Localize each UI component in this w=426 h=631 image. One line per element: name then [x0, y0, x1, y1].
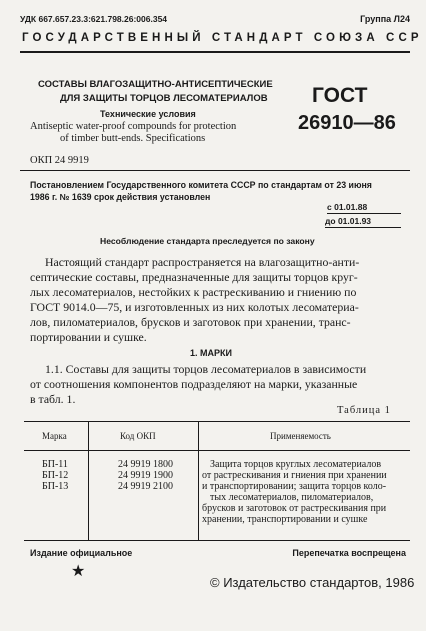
official-edition: Издание официальное [30, 548, 133, 558]
table-code-3: 24 9919 2100 [118, 481, 173, 492]
gost-number: 26910—86 [298, 112, 396, 134]
reprint-notice: Перепечатка воспрещена [292, 548, 406, 558]
table-use-line4: тых лесоматериалов, пиломатериалов, [210, 492, 374, 503]
validity-to: до 01.01.93 [325, 216, 372, 226]
table-mark-3: БП-13 [42, 481, 69, 492]
decree-line1: Постановлением Государственного комитета СССР по стандартам от 23 июня [30, 180, 372, 190]
validity-underline-1 [327, 213, 401, 214]
table-code-1: 24 9919 1800 [118, 459, 173, 470]
table-use-line3: и транспортировании; защита торцов коло- [202, 481, 387, 492]
title-en-line2: of timber butt-ends. Specifications [60, 133, 206, 144]
title-divider [20, 170, 410, 171]
title-ru-line1: СОСТАВЫ ВЛАГОЗАЩИТНО-АНТИСЕПТИЧЕСКИЕ [38, 79, 273, 90]
validity-underline-2 [325, 227, 401, 228]
table-mark-2: БП-12 [42, 470, 69, 481]
table-col-divider-2 [198, 421, 199, 540]
table-use-line5: брусков и заготовок от растрескивания при [202, 503, 387, 514]
table-col-divider-1 [88, 421, 89, 540]
intro-line6: портировании и сушке. [30, 330, 147, 344]
section-heading: 1. МАРКИ [190, 348, 232, 358]
intro-line1: Настоящий стандарт распространяется на влагозащитно-анти- [45, 255, 360, 269]
clause-line2: от соотношения компонентов подразделяют на марки, указанные [30, 377, 358, 391]
group-code: Группа Л24 [360, 14, 410, 24]
decree-line2: 1986 г. № 1639 срок действия установлен [30, 192, 211, 202]
title-en-line1: Antiseptic water-proof compounds for protection [30, 121, 237, 132]
table-bottom-border [24, 540, 410, 541]
table-use-line6: хранении, транспортировании и сушке [202, 514, 368, 525]
title-ru-line2: ДЛЯ ЗАЩИТЫ ТОРЦОВ ЛЕСОМАТЕРИАЛОВ [60, 93, 268, 104]
table-header-border [24, 450, 410, 451]
clause-line3: в табл. 1. [30, 392, 76, 406]
intro-line4: ГОСТ 9014.0—75, и изготовленных из них колотых лесоматериа- [30, 300, 359, 314]
intro-line5: лов, пиломатериалов, брусков и заготовок при хранении, транс- [30, 315, 351, 329]
intro-line2: септические составы, предназначенные для защиты торцов круг- [30, 270, 358, 284]
udk-code: УДК 667.657.23.3:621.798.26:006.354 [20, 14, 168, 24]
validity-from: с 01.01.88 [327, 202, 368, 212]
violation-notice: Несоблюдение стандарта преследуется по закону [100, 236, 315, 246]
star-icon: ★ [71, 563, 86, 580]
table-caption: Таблица 1 [337, 405, 391, 416]
header-divider [20, 51, 410, 53]
table-mark-1: БП-11 [42, 459, 68, 470]
table-header-code: Код ОКП [120, 431, 156, 441]
table-code-2: 24 9919 1900 [118, 470, 173, 481]
publisher: © Издательство стандартов, 1986 [210, 575, 415, 590]
gost-label: ГОСТ [312, 84, 368, 107]
intro-line3: лых лесоматериалов, нестойких к растрескиванию и гниению по [30, 285, 357, 299]
clause-line1: 1.1. Составы для защиты торцов лесоматериалов в зависимости [45, 362, 367, 376]
table-use-line2: от растрескивания и гниения при хранении [202, 470, 387, 481]
table-header-mark: Марка [42, 431, 67, 441]
table-header-use: Применяемость [270, 431, 331, 441]
okp-code: ОКП 24 9919 [30, 155, 89, 166]
standard-line: ГОСУДАРСТВЕННЫЙ СТАНДАРТ СОЮЗА ССР [22, 32, 423, 44]
table-use-line1: Защита торцов круглых лесоматериалов [210, 459, 382, 470]
table-top-border [24, 421, 410, 422]
title-subtitle: Технические условия [100, 109, 196, 119]
